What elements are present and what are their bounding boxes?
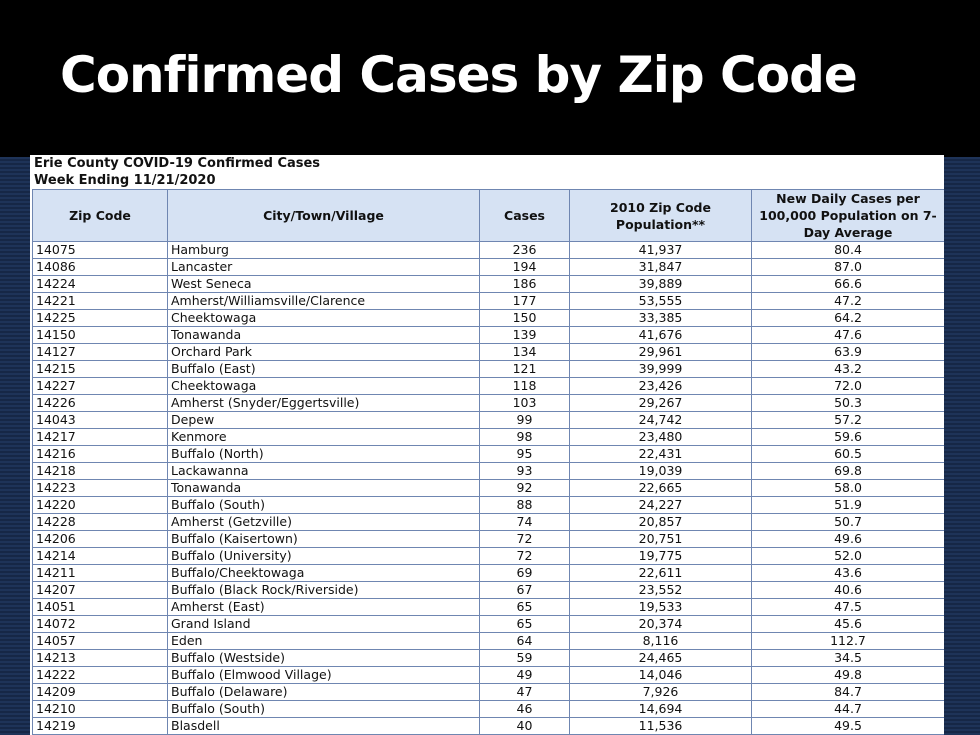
table-row xyxy=(33,565,945,582)
cell-city: Buffalo (South) xyxy=(168,701,480,718)
table-row xyxy=(33,276,945,293)
cell-city: Buffalo/Cheektowaga xyxy=(168,565,480,582)
cell-cases: 69 xyxy=(480,565,570,582)
cell-zip-code: 14223 xyxy=(33,480,168,497)
cell-cases: 65 xyxy=(480,599,570,616)
cell-population: 20,857 xyxy=(570,514,752,531)
right-border-decoration xyxy=(944,157,980,735)
cell-cases: 67 xyxy=(480,582,570,599)
cell-zip-code: 14224 xyxy=(33,276,168,293)
cell-daily-rate: 66.6 xyxy=(752,276,945,293)
cell-daily-rate: 72.0 xyxy=(752,378,945,395)
cell-cases: 59 xyxy=(480,650,570,667)
table-row xyxy=(33,378,945,395)
cell-population: 23,552 xyxy=(570,582,752,599)
table-row xyxy=(33,446,945,463)
cell-population: 19,039 xyxy=(570,463,752,480)
cell-population: 20,751 xyxy=(570,531,752,548)
cell-population: 19,775 xyxy=(570,548,752,565)
left-border-decoration xyxy=(0,157,30,735)
cell-cases: 121 xyxy=(480,361,570,378)
cell-city: Lackawanna xyxy=(168,463,480,480)
cell-population: 20,374 xyxy=(570,616,752,633)
cell-population: 29,961 xyxy=(570,344,752,361)
cell-daily-rate: 87.0 xyxy=(752,259,945,276)
cell-cases: 99 xyxy=(480,412,570,429)
cell-zip-code: 14215 xyxy=(33,361,168,378)
cell-zip-code: 14211 xyxy=(33,565,168,582)
cell-zip-code: 14086 xyxy=(33,259,168,276)
cell-city: Buffalo (South) xyxy=(168,497,480,514)
cell-zip-code: 14219 xyxy=(33,718,168,735)
cell-zip-code: 14228 xyxy=(33,514,168,531)
cell-population: 24,465 xyxy=(570,650,752,667)
cell-daily-rate: 49.8 xyxy=(752,667,945,684)
table-row xyxy=(33,310,945,327)
cell-city: Amherst/Williamsville/Clarence xyxy=(168,293,480,310)
cell-zip-code: 14209 xyxy=(33,684,168,701)
cell-city: Eden xyxy=(168,633,480,650)
table-row xyxy=(33,531,945,548)
cell-zip-code: 14222 xyxy=(33,667,168,684)
cell-zip-code: 14226 xyxy=(33,395,168,412)
slide-title: Confirmed Cases by Zip Code xyxy=(60,46,857,104)
cell-daily-rate: 60.5 xyxy=(752,446,945,463)
cell-city: Blasdell xyxy=(168,718,480,735)
cell-cases: 72 xyxy=(480,531,570,548)
cell-daily-rate: 49.6 xyxy=(752,531,945,548)
cell-cases: 64 xyxy=(480,633,570,650)
cell-population: 22,431 xyxy=(570,446,752,463)
cell-city: Buffalo (Elmwood Village) xyxy=(168,667,480,684)
cell-cases: 139 xyxy=(480,327,570,344)
header-population: 2010 Zip Code Population** xyxy=(570,190,752,242)
cell-cases: 150 xyxy=(480,310,570,327)
cell-population: 7,926 xyxy=(570,684,752,701)
cell-population: 29,267 xyxy=(570,395,752,412)
cell-zip-code: 14051 xyxy=(33,599,168,616)
header-city: City/Town/Village xyxy=(168,190,480,242)
table-row xyxy=(33,259,945,276)
cell-daily-rate: 49.5 xyxy=(752,718,945,735)
cell-city: Orchard Park xyxy=(168,344,480,361)
cell-daily-rate: 50.7 xyxy=(752,514,945,531)
cell-population: 41,937 xyxy=(570,242,752,259)
table-row xyxy=(33,344,945,361)
cell-daily-rate: 69.8 xyxy=(752,463,945,480)
cell-city: Tonawanda xyxy=(168,327,480,344)
cell-population: 31,847 xyxy=(570,259,752,276)
cell-cases: 95 xyxy=(480,446,570,463)
cell-cases: 103 xyxy=(480,395,570,412)
cell-daily-rate: 64.2 xyxy=(752,310,945,327)
cell-population: 22,665 xyxy=(570,480,752,497)
cell-daily-rate: 80.4 xyxy=(752,242,945,259)
cell-daily-rate: 58.0 xyxy=(752,480,945,497)
cell-cases: 49 xyxy=(480,667,570,684)
table-row xyxy=(33,650,945,667)
cell-zip-code: 14218 xyxy=(33,463,168,480)
cell-city: Amherst (Snyder/Eggertsville) xyxy=(168,395,480,412)
table-row xyxy=(33,480,945,497)
header-zip-code: Zip Code xyxy=(33,190,168,242)
cell-daily-rate: 63.9 xyxy=(752,344,945,361)
cell-population: 11,536 xyxy=(570,718,752,735)
cell-city: Buffalo (Westside) xyxy=(168,650,480,667)
cell-population: 24,227 xyxy=(570,497,752,514)
header-cases: Cases xyxy=(480,190,570,242)
cell-city: Cheektowaga xyxy=(168,310,480,327)
cell-population: 14,046 xyxy=(570,667,752,684)
cell-population: 14,694 xyxy=(570,701,752,718)
cell-population: 24,742 xyxy=(570,412,752,429)
cell-city: Lancaster xyxy=(168,259,480,276)
table-row xyxy=(33,667,945,684)
cell-population: 8,116 xyxy=(570,633,752,650)
cell-cases: 98 xyxy=(480,429,570,446)
cell-population: 39,999 xyxy=(570,361,752,378)
cell-daily-rate: 45.6 xyxy=(752,616,945,633)
cell-population: 33,385 xyxy=(570,310,752,327)
cell-daily-rate: 59.6 xyxy=(752,429,945,446)
cell-city: Tonawanda xyxy=(168,480,480,497)
cell-cases: 72 xyxy=(480,548,570,565)
cell-population: 41,676 xyxy=(570,327,752,344)
cell-population: 39,889 xyxy=(570,276,752,293)
cell-cases: 65 xyxy=(480,616,570,633)
table-row xyxy=(33,361,945,378)
cell-daily-rate: 47.6 xyxy=(752,327,945,344)
cell-city: Buffalo (East) xyxy=(168,361,480,378)
cell-city: Kenmore xyxy=(168,429,480,446)
table-row xyxy=(33,463,945,480)
cell-zip-code: 14225 xyxy=(33,310,168,327)
cell-daily-rate: 43.6 xyxy=(752,565,945,582)
cell-zip-code: 14221 xyxy=(33,293,168,310)
cell-cases: 186 xyxy=(480,276,570,293)
table-row xyxy=(33,242,945,259)
cell-city: Buffalo (University) xyxy=(168,548,480,565)
cell-cases: 118 xyxy=(480,378,570,395)
cell-city: Grand Island xyxy=(168,616,480,633)
cell-zip-code: 14057 xyxy=(33,633,168,650)
cell-city: West Seneca xyxy=(168,276,480,293)
cell-city: Buffalo (Kaisertown) xyxy=(168,531,480,548)
cell-daily-rate: 47.2 xyxy=(752,293,945,310)
table-header-row xyxy=(33,190,945,242)
cell-zip-code: 14220 xyxy=(33,497,168,514)
cell-city: Amherst (East) xyxy=(168,599,480,616)
table-body xyxy=(33,242,945,735)
cell-zip-code: 14072 xyxy=(33,616,168,633)
cell-zip-code: 14127 xyxy=(33,344,168,361)
cell-city: Depew xyxy=(168,412,480,429)
table-row xyxy=(33,429,945,446)
sheet-heading-week: Week Ending 11/21/2020 xyxy=(34,173,216,188)
table-row xyxy=(33,293,945,310)
table-row xyxy=(33,599,945,616)
table-row xyxy=(33,548,945,565)
sheet-heading xyxy=(30,155,944,189)
table-row xyxy=(33,718,945,735)
cell-daily-rate: 112.7 xyxy=(752,633,945,650)
spreadsheet-image xyxy=(30,155,944,735)
cell-city: Amherst (Getzville) xyxy=(168,514,480,531)
table-row xyxy=(33,395,945,412)
table-row xyxy=(33,616,945,633)
table-row xyxy=(33,582,945,599)
cell-zip-code: 14150 xyxy=(33,327,168,344)
cell-daily-rate: 44.7 xyxy=(752,701,945,718)
table-row xyxy=(33,633,945,650)
cell-population: 23,480 xyxy=(570,429,752,446)
cell-cases: 74 xyxy=(480,514,570,531)
cell-city: Buffalo (Delaware) xyxy=(168,684,480,701)
cell-cases: 40 xyxy=(480,718,570,735)
table-row xyxy=(33,412,945,429)
cell-cases: 134 xyxy=(480,344,570,361)
cell-daily-rate: 84.7 xyxy=(752,684,945,701)
cell-city: Buffalo (Black Rock/Riverside) xyxy=(168,582,480,599)
header-daily-cases-rate: New Daily Cases per 100,000 Population on 7-Day Average xyxy=(752,190,945,242)
table-row xyxy=(33,701,945,718)
cell-zip-code: 14210 xyxy=(33,701,168,718)
cell-zip-code: 14207 xyxy=(33,582,168,599)
cell-daily-rate: 43.2 xyxy=(752,361,945,378)
cases-table xyxy=(32,189,944,735)
sheet-heading-title: Erie County COVID-19 Confirmed Cases xyxy=(34,156,321,171)
cell-zip-code: 14213 xyxy=(33,650,168,667)
cell-population: 23,426 xyxy=(570,378,752,395)
cell-cases: 92 xyxy=(480,480,570,497)
cell-cases: 194 xyxy=(480,259,570,276)
cell-daily-rate: 47.5 xyxy=(752,599,945,616)
cell-cases: 47 xyxy=(480,684,570,701)
cell-daily-rate: 40.6 xyxy=(752,582,945,599)
table-row xyxy=(33,684,945,701)
cell-daily-rate: 57.2 xyxy=(752,412,945,429)
cell-daily-rate: 52.0 xyxy=(752,548,945,565)
table-row xyxy=(33,327,945,344)
title-bar xyxy=(0,0,980,157)
cell-zip-code: 14216 xyxy=(33,446,168,463)
cell-daily-rate: 34.5 xyxy=(752,650,945,667)
table-row xyxy=(33,497,945,514)
cell-cases: 46 xyxy=(480,701,570,718)
cell-city: Buffalo (North) xyxy=(168,446,480,463)
cell-zip-code: 14043 xyxy=(33,412,168,429)
cell-zip-code: 14214 xyxy=(33,548,168,565)
cell-population: 53,555 xyxy=(570,293,752,310)
cell-population: 22,611 xyxy=(570,565,752,582)
cell-cases: 177 xyxy=(480,293,570,310)
cell-zip-code: 14206 xyxy=(33,531,168,548)
cell-zip-code: 14227 xyxy=(33,378,168,395)
cell-daily-rate: 50.3 xyxy=(752,395,945,412)
cell-zip-code: 14217 xyxy=(33,429,168,446)
cell-zip-code: 14075 xyxy=(33,242,168,259)
cell-city: Cheektowaga xyxy=(168,378,480,395)
cell-population: 19,533 xyxy=(570,599,752,616)
cell-cases: 236 xyxy=(480,242,570,259)
cell-cases: 88 xyxy=(480,497,570,514)
cell-cases: 93 xyxy=(480,463,570,480)
cell-city: Hamburg xyxy=(168,242,480,259)
cell-daily-rate: 51.9 xyxy=(752,497,945,514)
table-row xyxy=(33,514,945,531)
